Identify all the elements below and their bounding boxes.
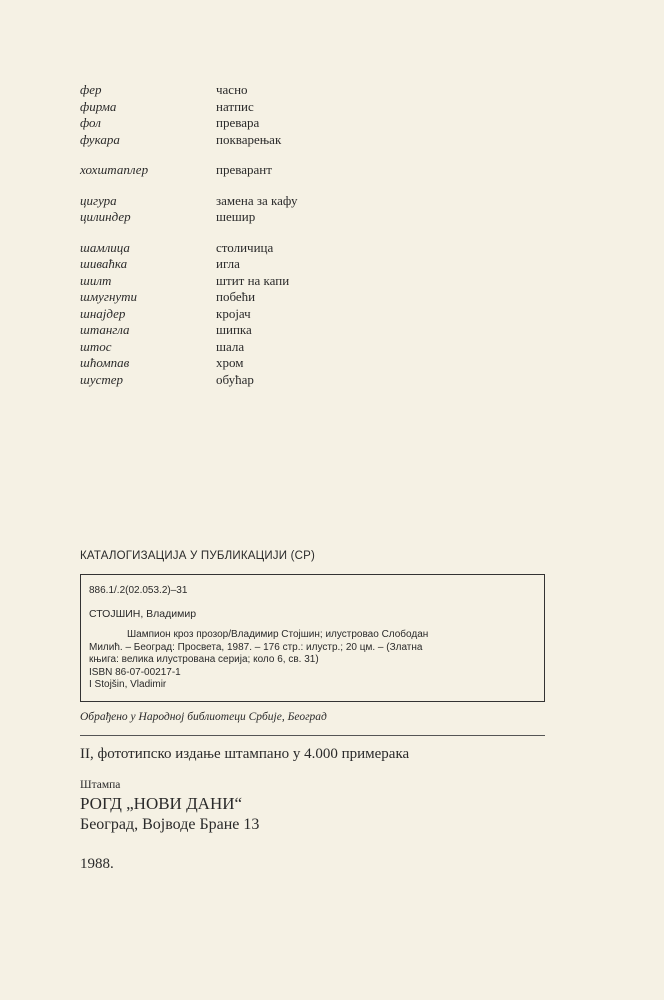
glossary-entry [80,322,500,339]
glossary-group [80,193,500,226]
glossary-term: цилиндер [80,209,131,224]
glossary-term: шамлица [80,239,130,255]
glossary-definition: часно [216,82,248,97]
glossary-entry [80,372,500,389]
glossary-definition: игла [216,256,240,271]
glossary-definition: кројач [216,305,251,321]
glossary-entry [80,256,500,273]
glossary-term: шнајдер [80,305,126,321]
edition-statement: II, фототипско издање штампано у 4.000 примерака [80,746,410,762]
glossary-entry [80,240,500,257]
glossary-group [80,162,500,179]
glossary-term: шћомпав [80,355,130,370]
description-line: Шампион кроз прозор/Владимир Стојшин; илустровао Слободан [127,629,429,640]
printer-address: Београд, Војводе Бране 13 [80,816,260,833]
glossary-definition: столичица [216,239,274,255]
glossary-definition: шешир [216,209,256,224]
processed-note: Обрађено у Народној библиотеци Србије, Београд [80,711,327,723]
glossary-group [80,82,500,148]
glossary-definition: замена за кафу [216,192,298,208]
printer-label: Штампа [80,779,121,791]
glossary-definition: побећи [216,289,256,304]
glossary-definition: штит на капи [216,272,290,288]
glossary-entry [80,162,500,179]
bibliographic-description [89,629,536,667]
glossary-entry [80,99,500,116]
glossary-term: шустер [80,371,124,387]
glossary-term: шмугнути [80,289,138,304]
glossary-definition: хром [216,355,244,370]
divider [80,735,545,736]
glossary-term: фол [80,115,101,130]
glossary-entry [80,339,500,356]
glossary-definition: обућар [216,371,254,387]
glossary-definition: превара [216,115,260,130]
glossary-term: шиваћка [80,256,128,271]
author-heading: СТОЈШИН, Владимир [89,607,197,620]
glossary-entry [80,355,500,372]
added-entry: I Stojšin, Vladimir [89,679,167,690]
glossary-term: фукара [80,131,120,147]
glossary-term: фер [80,82,102,97]
glossary-entry [80,209,500,226]
glossary-entry [80,115,500,132]
glossary-definition: шала [216,338,245,354]
glossary-definition: покварењак [216,131,282,147]
glossary-entry [80,273,500,290]
glossary-term: штангла [80,322,130,337]
publication-year: 1988. [80,856,114,872]
udc-number: 886.1/.2(02.053.2)–31 [89,585,188,596]
cip-record-box [80,574,545,702]
glossary-term: цигура [80,192,117,208]
glossary-term: хохштаплер [80,162,149,177]
glossary-entry [80,306,500,323]
description-line: књига: велика илустрована серија; коло 6, св. 31) [89,654,319,665]
glossary [80,82,500,402]
glossary-entry [80,289,500,306]
glossary-term: шилт [80,272,112,288]
glossary-term: штос [80,338,112,354]
glossary-term: фирма [80,98,117,114]
printer-name: РОГД „НОВИ ДАНИ“ [80,794,243,813]
glossary-entry [80,132,500,149]
description-line: Милић. – Београд: Просвета, 1987. – 176 стр.: илустр.; 20 цм. – (Златна [89,641,423,653]
glossary-definition: шипка [216,322,252,337]
glossary-entry [80,82,500,99]
glossary-definition: преварант [216,162,272,177]
isbn: ISBN 86-07-00217-1 [89,666,181,678]
glossary-entry [80,193,500,210]
cip-heading: КАТАЛОГИЗАЦИЈА У ПУБЛИКАЦИЈИ (CP) [80,550,316,562]
glossary-group [80,240,500,389]
glossary-definition: натпис [216,98,254,114]
